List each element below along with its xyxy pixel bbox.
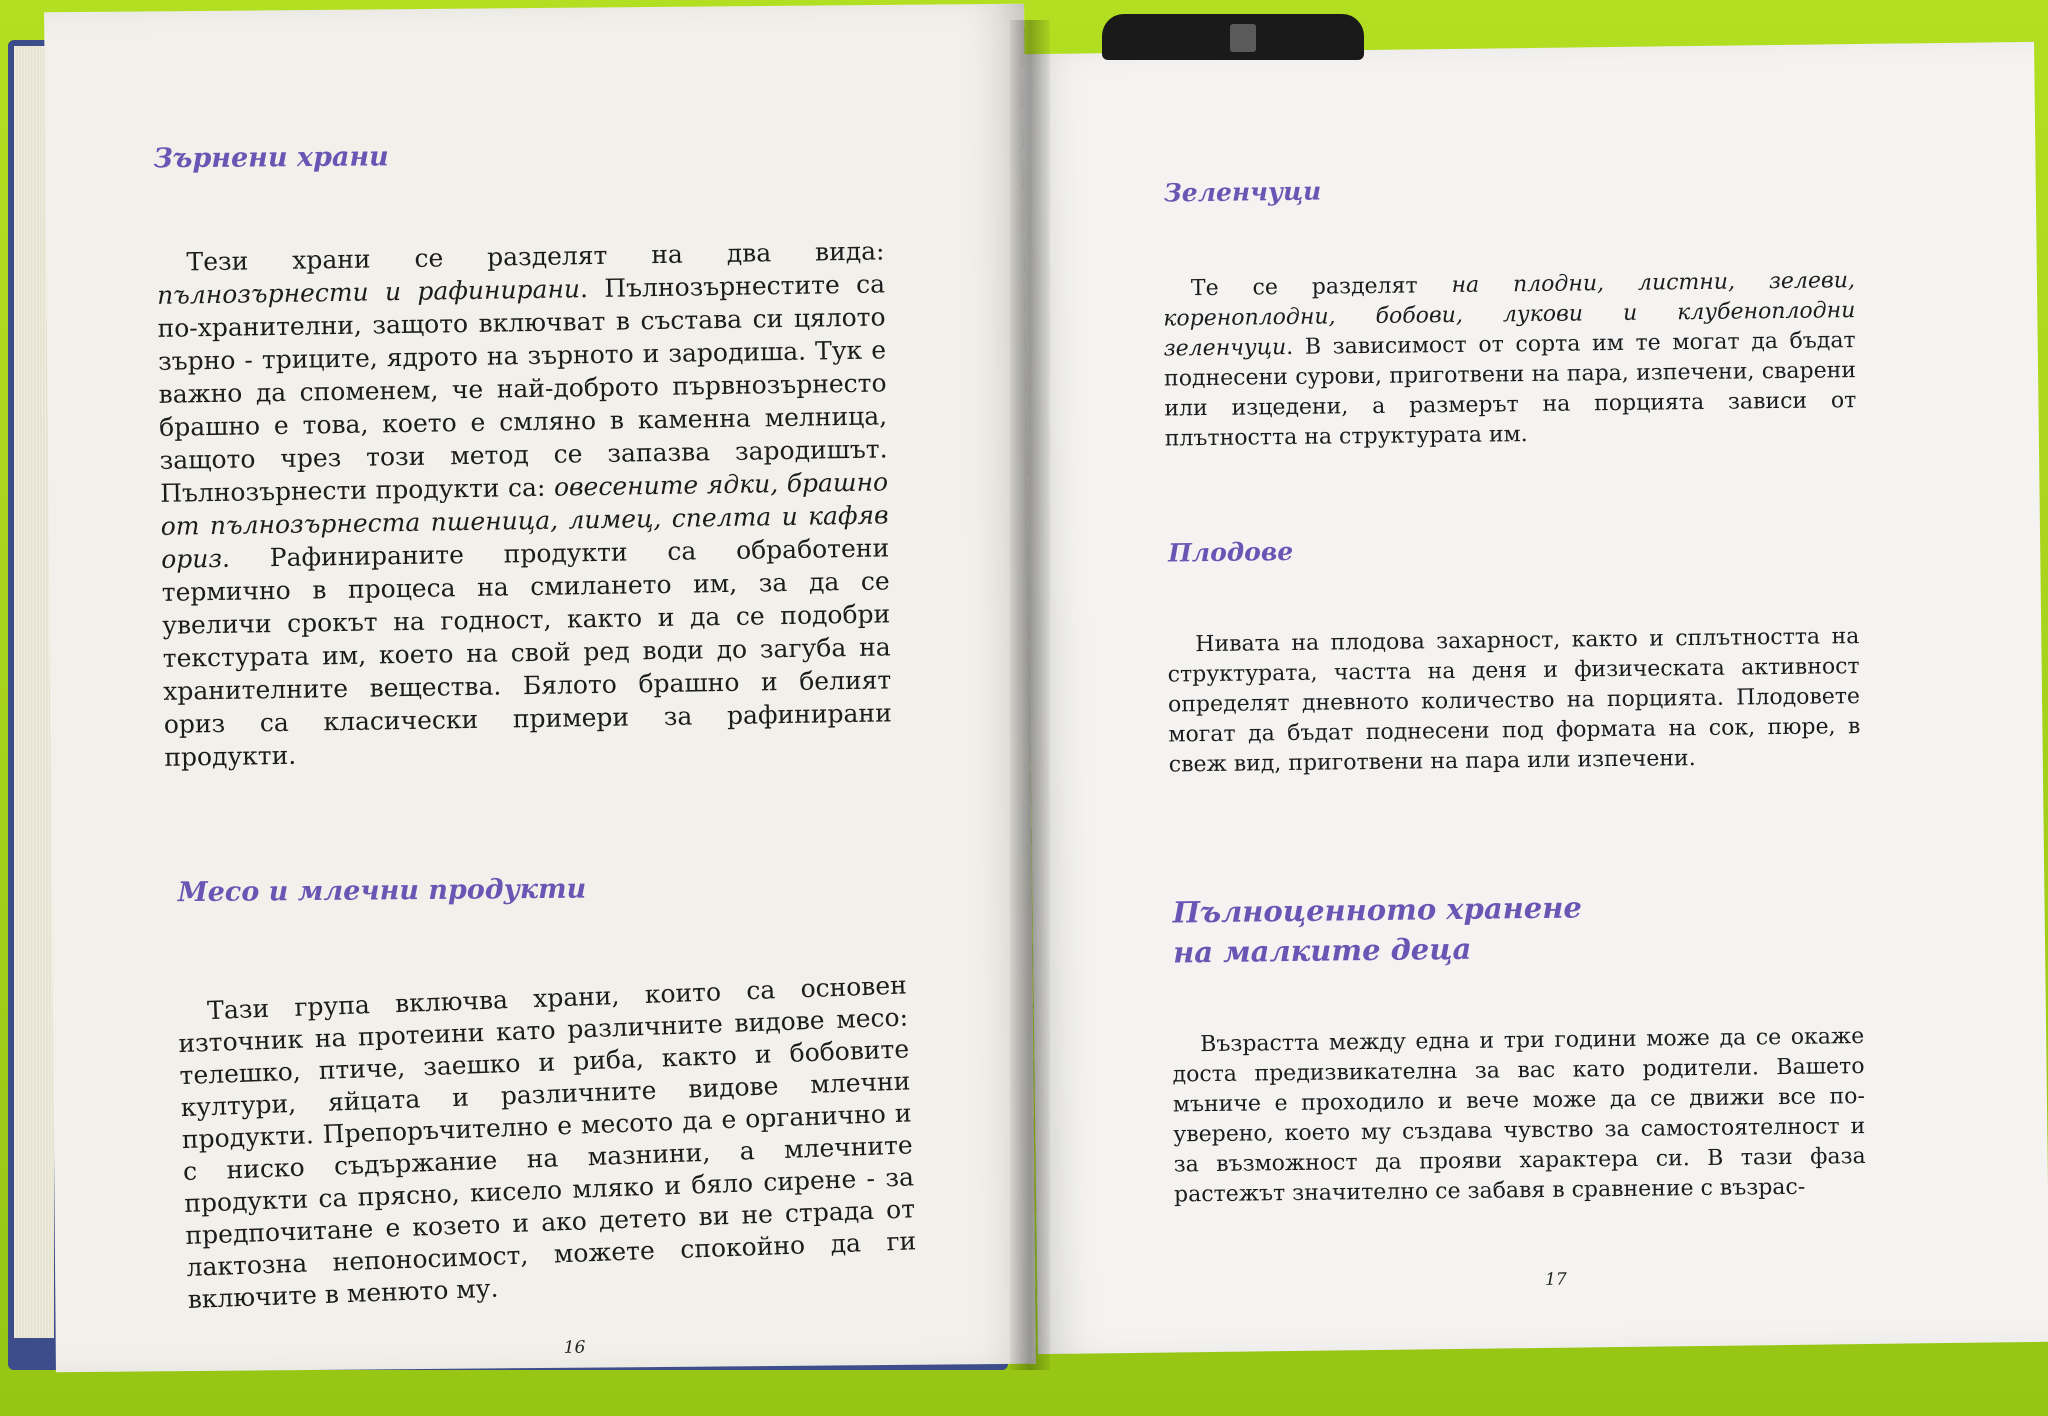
section-paragraph-meat-dairy bbox=[177, 969, 918, 1316]
section-heading-vegetables: Зеленчуци bbox=[1163, 176, 1322, 208]
book-spine-gutter bbox=[1010, 20, 1050, 1370]
page-number-left: 16 bbox=[563, 1337, 586, 1358]
text-segment: . Пълнозърнестите са по-хранителни, защото включват в състава си цялото зърно - триците, ядрото на зърното и зародиша. Тук е важно да споменем, че най-доброто първнозърнесто брашно е това, което е смляно в каменна мелница, защото чрез този метод се запазва зародишът. Пълнозърнести продукти са: bbox=[157, 269, 888, 508]
italic-text-segment: на плодни, листни, зелеви, кореноплодни, бобови, лукови и клубеноплодни зеленчуци bbox=[1163, 268, 1856, 362]
text-segment: Възрастта между една и три години може да се окаже доста предизвикателна за вас като родители. Вашето мъниче е проходило и вече може да се движи все по-уверено, което му създава чувство за самостоятелност и за възможност да прояви характера си. В тази фаза растежът значително се забавя в сравнение с възрас- bbox=[1172, 1024, 1866, 1208]
bookmark-loop bbox=[1230, 24, 1256, 52]
section-paragraph-vegetables bbox=[1163, 266, 1857, 454]
right-page bbox=[1022, 42, 2048, 1354]
left-page bbox=[44, 4, 1036, 1373]
section-paragraph-child-nutrition bbox=[1172, 1022, 1866, 1210]
text-segment: . Рафинираните продукти са обработени термично в процеса на смилането им, за да се увеличи срокът на годност, както и да се подобри текстурата им, което на свой ред води до загуба на хранителните вещества. Бялото брашно и белият ориз са класически примери за рафинирани продукти. bbox=[161, 533, 892, 772]
section-heading-meat-dairy: Месо и млечни продукти bbox=[177, 873, 587, 909]
italic-text-segment: овесените ядки, брашно от пълнозърнеста пшеница, лимец, спелта и кафяв ориз bbox=[160, 467, 889, 574]
italic-text-segment: пълнозърнести и рафинирани bbox=[156, 274, 581, 310]
section-paragraph-fruits bbox=[1167, 622, 1861, 780]
section-heading-fruits: Плодове bbox=[1168, 536, 1294, 568]
page-number-right: 17 bbox=[1544, 1269, 1567, 1290]
section-heading-child-nutrition: Пълноценното хранене на малките деца bbox=[1172, 890, 1583, 970]
section-paragraph-grains bbox=[156, 234, 892, 773]
text-segment: Тази група включва храни, които са основен източник на протеини като различните видове месо: телешко, птиче, заешко и риба, както и бобовите култури, яйцата и различните видове млечни продукти. Препоръчително е месото да е органично и с ниско съдържание на мазнини, а млечните продукти са прясно, кисело мляко и бяло сирене - за предпочитане е козето и ако детето ви не страда от лактозна непоносимост, можете спокойно да ги включите в менюто му. bbox=[177, 970, 917, 1314]
text-segment: . В зависимост от сорта им те могат да бъдат поднесени сурови, приготвени на пара, изпечени, сварени или изцедени, а размерът на порцията зависи от плътността на структурата им. bbox=[1163, 328, 1857, 452]
text-segment: Нивата на плодова захарност, както и сплътността на структурата, частта на деня и физическата активност определят дневното количество на порцията. Плодовете могат да бъдат поднесени под формата на сок, пюре, в свеж вид, приготвени на пара или изпечени. bbox=[1167, 624, 1861, 778]
text-segment: Тези храни се разделят на два вида: bbox=[186, 236, 885, 277]
section-heading-grains: Зърнени храни bbox=[153, 141, 389, 175]
text-segment: Те се разделят bbox=[1190, 273, 1452, 302]
